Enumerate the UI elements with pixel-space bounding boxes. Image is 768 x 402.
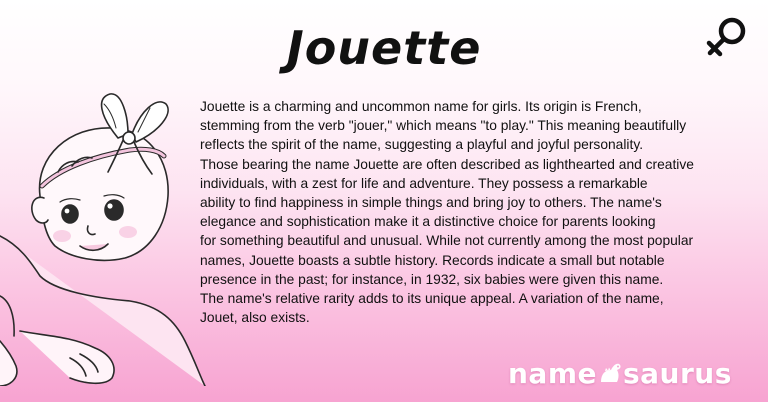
description-line: ability to find happiness in simple things and bring joy to others. The name's xyxy=(200,195,662,211)
description-line: stemming from the verb "jouer," which means "to play." This meaning beautifully xyxy=(200,118,687,134)
description-line: elegance and sophistication make it a distinctive choice for parents looking xyxy=(200,214,656,230)
brand-prefix: name xyxy=(508,357,597,390)
female-symbol-icon xyxy=(704,14,750,60)
description-line: names, Jouette boasts a subtle history. Records indicate a small but notable xyxy=(200,252,665,268)
description-line: The name's relative rarity adds to its unique appeal. A variation of the name, xyxy=(200,291,664,307)
brand-logo xyxy=(508,356,732,392)
name-description xyxy=(200,97,720,327)
brand-suffix: saurus xyxy=(623,357,732,390)
description-line: individuals, with a zest for life and adventure. They possess a remarkable xyxy=(200,175,648,191)
description-line: for something beautiful and unusual. While not currently among the most popular xyxy=(200,233,694,249)
description-line: reflects the spirit of the name, suggesting a playful and joyful personality. xyxy=(200,137,644,153)
description-line: Jouet, also exists. xyxy=(200,310,310,326)
name-title: Jouette xyxy=(286,21,482,75)
dinosaur-icon xyxy=(597,360,623,386)
description-line: Those bearing the name Jouette are often described as lighthearted and creative xyxy=(200,156,694,172)
description-line: presence in the past; for instance, in 1932, six babies were given this name. xyxy=(200,271,664,287)
description-line: Jouette is a charming and uncommon name for girls. Its origin is French, xyxy=(200,99,642,114)
baby-illustration xyxy=(0,86,220,386)
